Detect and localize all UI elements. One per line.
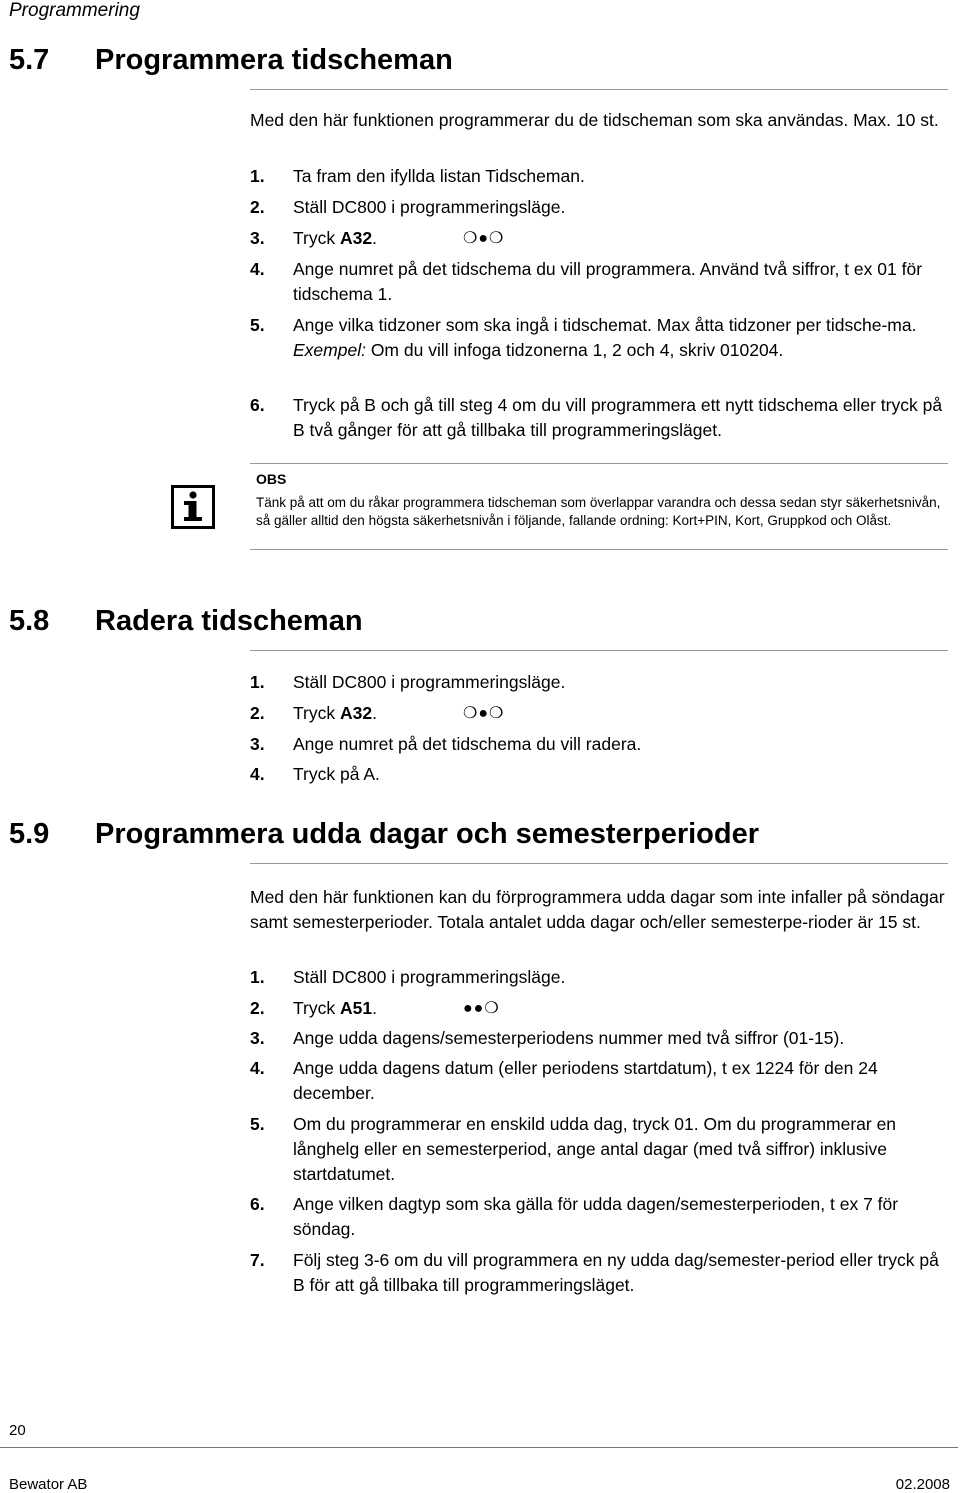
- section-number: 5.9: [9, 818, 50, 850]
- step-text: Ange numret på det tidschema du vill radera.: [293, 734, 642, 754]
- step-number: 1.: [250, 967, 265, 987]
- step-text: Tryck A32.: [293, 228, 377, 248]
- step-4: [250, 762, 950, 787]
- running-header: Programmering: [9, 0, 140, 21]
- step-number: 5.: [250, 315, 265, 335]
- step-number: 4.: [250, 259, 265, 279]
- step-number: 7.: [250, 1250, 265, 1270]
- page-number: 20: [9, 1422, 26, 1439]
- section-rule: [250, 89, 948, 90]
- step-number: 3.: [250, 1028, 265, 1048]
- step-3: [250, 226, 950, 251]
- step-text: Om du programmerar en enskild udda dag, tryck 01. Om du programmerar en långhelg eller en semesterperiod, ange antal dagar (med två siffror) inklusive startdatumet.: [293, 1114, 897, 1184]
- section-title: Programmera udda dagar och semesterperioder: [95, 818, 760, 850]
- step-text: Tryck A32.: [293, 703, 377, 723]
- keypad-led-icon: ❍●❍: [463, 230, 505, 247]
- step-6: [250, 1192, 950, 1242]
- note-text: Tänk på att om du råkar programmera tidscheman som överlappar varandra och dessa sedan styr säkerhetsnivån, så gäller alltid den högsta säkerhetsnivån i följande, fallande ordning: Kort+PIN, Kort, Gruppkod och Olåst.: [256, 495, 941, 528]
- example-label: Exempel:: [293, 340, 366, 360]
- step-text: Tryck på A.: [293, 764, 380, 784]
- step-number: 2.: [250, 703, 265, 723]
- step-3: [250, 1026, 950, 1051]
- step-text: Ange udda dagens/semesterperiodens nummer med två siffror (01-15).: [293, 1028, 845, 1048]
- step-text: Ställ DC800 i programmeringsläge.: [293, 197, 566, 217]
- step-4: [250, 257, 950, 307]
- step-5: [250, 313, 950, 363]
- intro-paragraph: Med den här funktionen kan du förprogrammera udda dagar som inte infaller på söndagar samt semesterperioder. Totala antalet udda dagar och/eller semesterpe-rioder är 15 st.: [250, 887, 945, 932]
- keypad-led-icon: ❍●❍: [463, 705, 505, 722]
- section-rule: [250, 650, 948, 651]
- keypad-led-icon: ●●❍: [463, 1000, 500, 1017]
- section-title: Programmera tidscheman: [95, 44, 453, 76]
- info-icon: [171, 485, 215, 529]
- section-number: 5.7: [9, 44, 50, 76]
- step-2: [250, 701, 950, 726]
- step-example: Exempel: Om du vill infoga tidzonerna 1, 2 och 4, skriv 010204.: [293, 340, 784, 360]
- step-2: [250, 195, 950, 220]
- step-text: Ange udda dagens datum (eller periodens startdatum), t ex 1224 för den 24 december.: [293, 1058, 878, 1103]
- section-number: 5.8: [9, 605, 50, 637]
- step-text: Ställ DC800 i programmeringsläge.: [293, 967, 566, 987]
- company-name: Bewator AB: [9, 1476, 88, 1493]
- step-text: Följ steg 3-6 om du vill programmera en ny udda dag/semester-period eller tryck på B för att gå tillbaka till programmeringsläget.: [293, 1250, 939, 1295]
- key-code: A51: [339, 998, 373, 1018]
- step-text: Ställ DC800 i programmeringsläge.: [293, 672, 566, 692]
- key-code: A32: [339, 228, 373, 248]
- section-5-9-heading: [9, 818, 759, 851]
- step-text: Tryck A51.: [293, 998, 377, 1018]
- section-title: Radera tidscheman: [95, 605, 363, 637]
- publication-date: 02.2008: [895, 1476, 950, 1493]
- step-number: 4.: [250, 764, 265, 784]
- step-text: Ange numret på det tidschema du vill programmera. Använd två siffror, t ex 01 för tidschema 1.: [293, 259, 923, 304]
- step-1: [250, 670, 950, 695]
- section-5-8-heading: [9, 605, 363, 638]
- step-number: 2.: [250, 197, 265, 217]
- step-number: 6.: [250, 1194, 265, 1214]
- intro-paragraph: Med den här funktionen programmerar du de tidscheman som ska användas. Max. 10 st.: [250, 110, 939, 130]
- step-1: [250, 164, 950, 189]
- step-number: 1.: [250, 672, 265, 692]
- step-text: Ta fram den ifyllda listan Tidscheman.: [293, 166, 585, 186]
- footer-rule: [0, 1447, 958, 1448]
- step-number: 1.: [250, 166, 265, 186]
- step-text: Ange vilken dagtyp som ska gälla för udda dagen/semesterperioden, t ex 7 för söndag.: [293, 1194, 899, 1239]
- note-label: OBS: [256, 471, 287, 487]
- step-2: [250, 996, 950, 1021]
- step-number: 5.: [250, 1114, 265, 1134]
- key-code: A32: [339, 703, 373, 723]
- step-number: 2.: [250, 998, 265, 1018]
- step-1: [250, 965, 950, 990]
- step-text: Ange vilka tidzoner som ska ingå i tidschemat. Max åtta tidzoner per tidsche-ma.: [293, 315, 917, 335]
- step-number: 6.: [250, 395, 265, 415]
- step-7: [250, 1248, 950, 1298]
- step-4: [250, 1056, 950, 1106]
- step-5: [250, 1112, 950, 1187]
- step-6: [250, 393, 950, 443]
- section-rule: [250, 863, 948, 864]
- section-5-7-heading: [9, 44, 453, 77]
- step-text: Tryck på B och gå till steg 4 om du vill programmera ett nytt tidschema eller tryck på B två gånger för att gå tillbaka till programmeringsläget.: [293, 395, 943, 440]
- step-number: 3.: [250, 228, 265, 248]
- step-number: 3.: [250, 734, 265, 754]
- step-number: 4.: [250, 1058, 265, 1078]
- note-box: [250, 463, 948, 550]
- step-3: [250, 732, 950, 757]
